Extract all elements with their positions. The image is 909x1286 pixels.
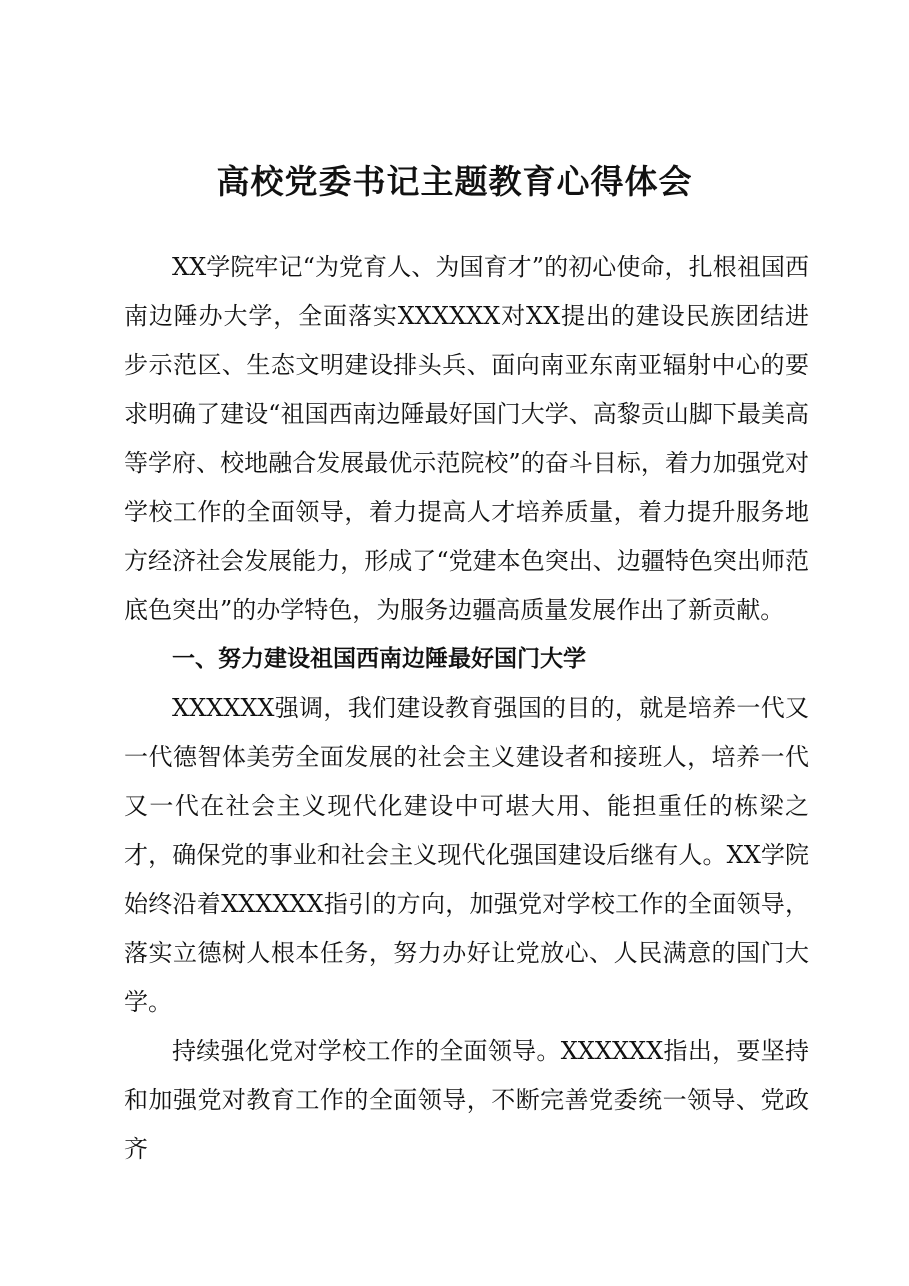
document-title: 高校党委书记主题教育心得体会	[216, 162, 693, 201]
paragraph-leadership: 持续强化党对学校工作的全面领导。XXXXXX指出，要坚持和加强党对教育工作的全面领导，不断完善党委统一领导、党政齐	[124, 1037, 809, 1163]
paragraph-intro: XX学院牢记“为党育人、为国育才”的初心使命，扎根祖国西南边陲办大学，全面落实XXXXXX对XX提出的建设民族团结进步示范区、生态文明建设排头兵、面向南亚东南亚辐射中心的要求明确了建设“祖国西南边陲最好国门大学、高黎贡山脚下最美高等学府、校地融合发展最优示范院校”的奋斗目标，着力加强党对学校工作的全面领导，着力提高人才培养质量，着力提升服务地方经济社会发展能力，形成了“党建本色突出、边疆特色突出师范底色突出”的办学特色，为服务边疆高质量发展作出了新贡献。	[124, 253, 809, 624]
document-body	[124, 243, 809, 1174]
paragraph-section-1: XXXXXX强调，我们建设教育强国的目的，就是培养一代又一代德智体美劳全面发展的社会主义建设者和接班人，培养一代又一代在社会主义现代化建设中可堪大用、能担重任的栋梁之才，确保党的事业和社会主义现代化强国建设后继有人。XX学院始终沿着XXXXXX指引的方向，加强党对学校工作的全面领导，落实立德树人根本任务，努力办好让党放心、人民满意的国门大学。	[124, 694, 809, 1016]
section-heading-1: 一、努力建设祖国西南边陲最好国门大学	[172, 646, 586, 672]
